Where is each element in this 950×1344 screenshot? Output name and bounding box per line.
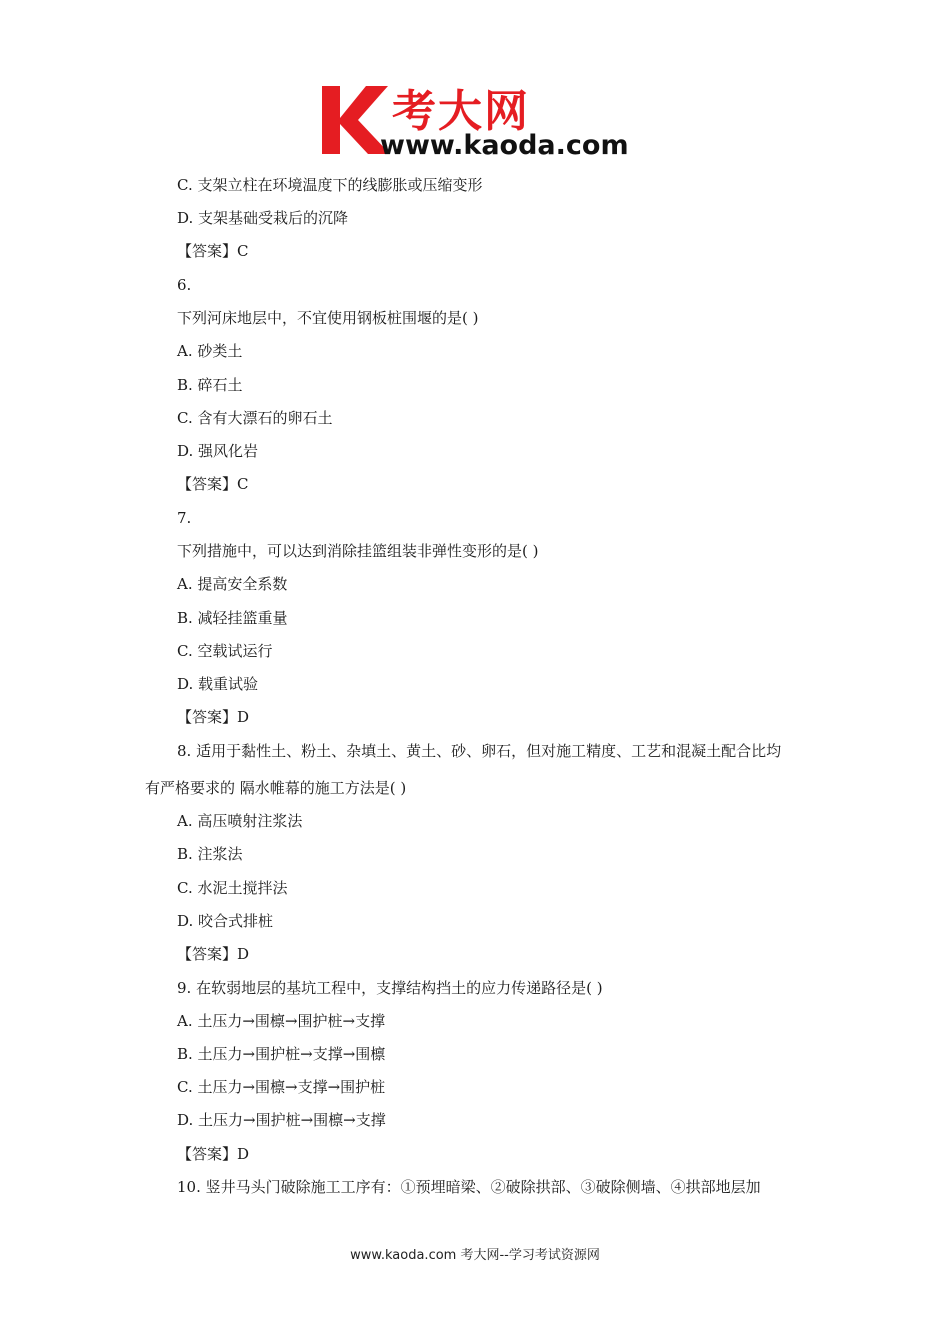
text-line: D. 土压力→围护桩→围檩→支撑 (177, 1111, 386, 1129)
kaoda-logo (318, 74, 648, 164)
text-line: B. 注浆法 (177, 845, 243, 863)
text-line: A. 砂类土 (177, 342, 243, 360)
text-line: C. 支架立柱在环境温度下的线膨胀或压缩变形 (177, 176, 483, 194)
text-line: 6. (177, 276, 192, 294)
text-line: B. 碎石土 (177, 376, 243, 394)
text-line: B. 土压力→围护桩→支撑→围檩 (177, 1045, 386, 1063)
text-line: 【答案】C (177, 242, 249, 260)
text-line: C. 土压力→围檩→支撑→围护桩 (177, 1078, 386, 1096)
text-line: C. 空载试运行 (177, 642, 273, 660)
text-line: 下列措施中，可以达到消除挂篮组装非弹性变形的是( ) (177, 542, 539, 560)
text-line: 【答案】C (177, 475, 249, 493)
text-line: 7. (177, 509, 192, 527)
logo-url: www.kaoda.com (380, 130, 629, 161)
text-line: A. 提高安全系数 (177, 575, 288, 593)
text-line: 10. 竖井马头门破除施工工序有：①预埋暗梁、②破除拱部、③破除侧墙、④拱部地层加 (177, 1178, 761, 1196)
text-line: A. 土压力→围檩→围护桩→支撑 (177, 1012, 386, 1030)
text-line: D. 载重试验 (177, 675, 259, 693)
text-line: D. 支架基础受栽后的沉降 (177, 209, 349, 227)
text-line: C. 水泥土搅拌法 (177, 879, 288, 897)
text-line: 【答案】D (177, 708, 250, 726)
text-line: C. 含有大漂石的卵石土 (177, 409, 333, 427)
text-line: B. 减轻挂篮重量 (177, 609, 288, 627)
text-line: 8. 适用于黏性土、粉土、杂填土、黄土、砂、卵石，但对施工精度、工艺和混凝土配合比均 (177, 742, 782, 760)
page-footer: www.kaoda.com 考大网--学习考试资源网 (350, 1248, 600, 1263)
text-line: D. 强风化岩 (177, 442, 259, 460)
text-line: 9. 在软弱地层的基坑工程中，支撑结构挡土的应力传递路径是( ) (177, 979, 603, 997)
text-line: 【答案】D (177, 1145, 250, 1163)
logo-title: 考大网 (392, 86, 530, 137)
text-line: D. 咬合式排桩 (177, 912, 274, 930)
kaoda-logo-graphic (318, 74, 648, 164)
text-line: 有严格要求的 隔水帷幕的施工方法是( ) (145, 779, 407, 797)
text-line: A. 高压喷射注浆法 (177, 812, 303, 830)
text-line: 下列河床地层中，不宜使用钢板桩围堰的是( ) (177, 309, 479, 327)
text-line: 【答案】D (177, 945, 250, 963)
